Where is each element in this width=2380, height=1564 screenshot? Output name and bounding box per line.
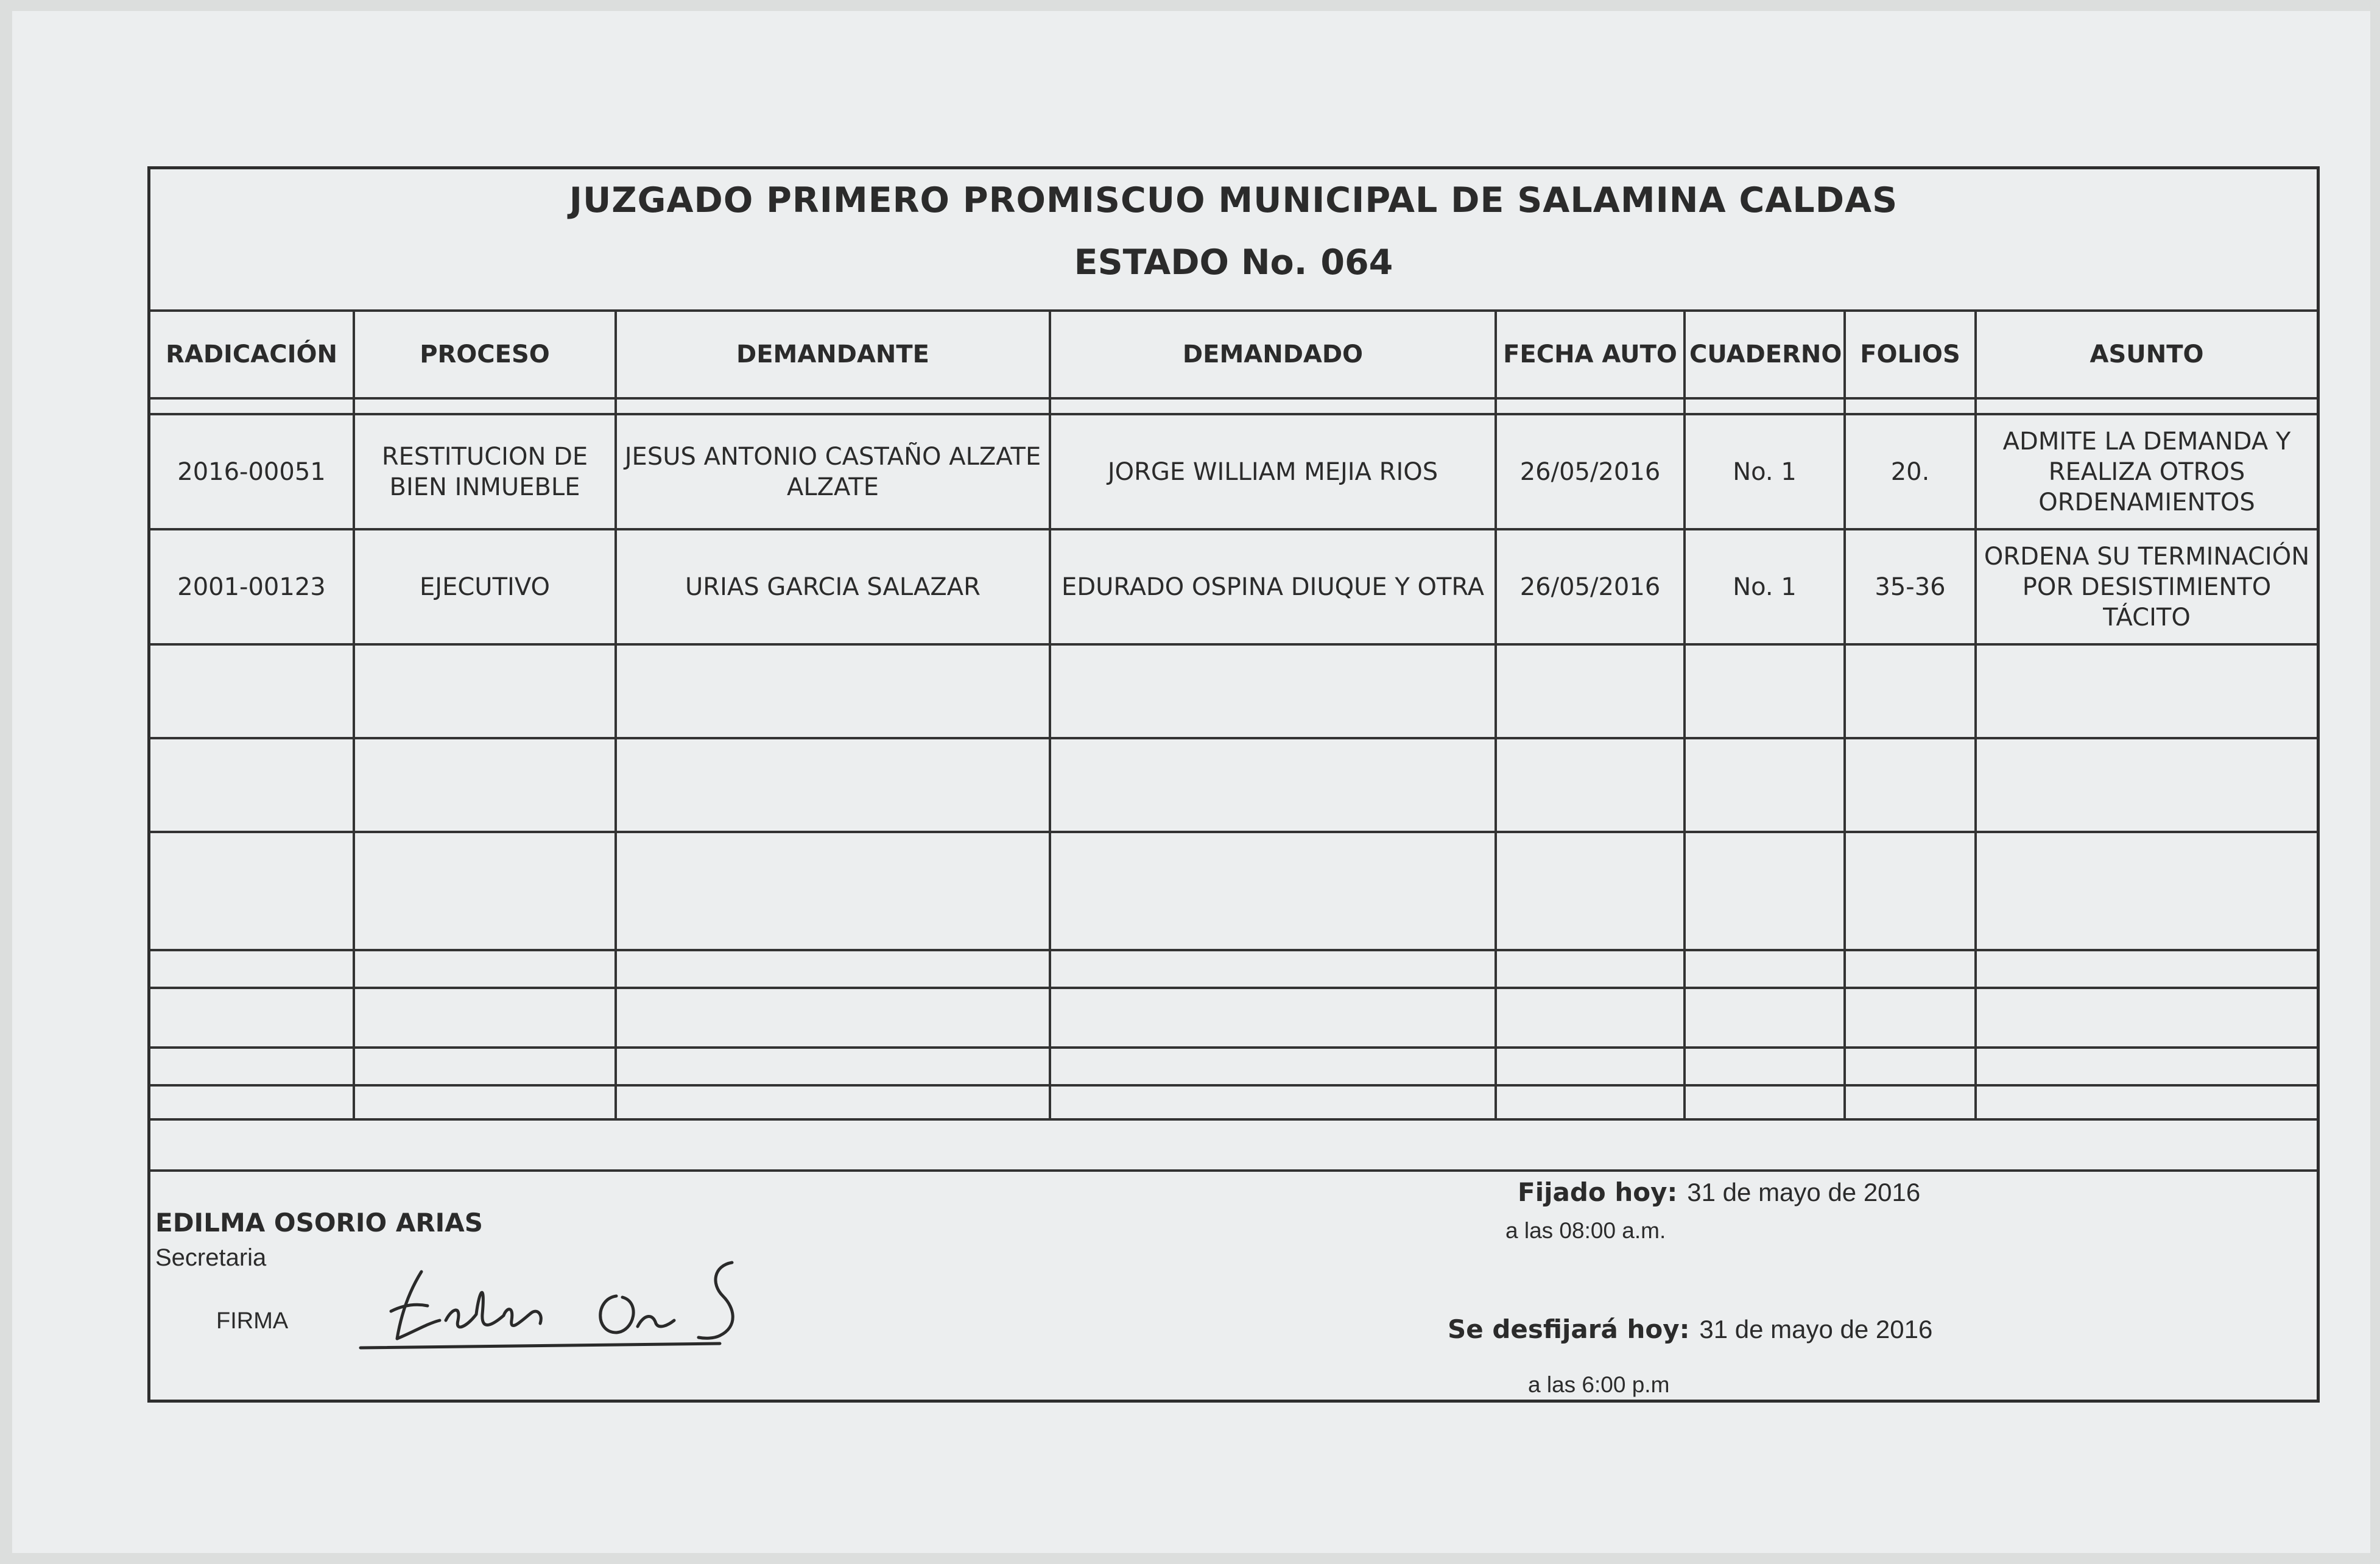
empty-cell — [1685, 1085, 1845, 1119]
separator-cell — [1845, 398, 1976, 414]
fecha-auto-cell: 26/05/2016 — [1496, 414, 1685, 529]
secretary-role: Secretaria — [155, 1244, 267, 1271]
radicacion-cell: 2016-00051 — [150, 414, 354, 529]
empty-cell — [150, 738, 354, 832]
empty-cell — [1685, 1048, 1845, 1085]
empty-cell — [1050, 832, 1496, 950]
empty-cell — [616, 832, 1050, 950]
cuaderno-cell: No. 1 — [1685, 414, 1845, 529]
firma-label: FIRMA — [216, 1308, 289, 1334]
column-header-demandante: DEMANDANTE — [616, 311, 1050, 398]
empty-cell — [1976, 1048, 2317, 1085]
radicacion-cell: 2001-00123 — [150, 529, 354, 644]
empty-cell — [1685, 644, 1845, 738]
folios-cell: 35-36 — [1845, 529, 1976, 644]
demandante-cell: URIAS GARCIA SALAZAR — [616, 529, 1050, 644]
empty-cell — [354, 1048, 616, 1085]
column-header-proceso: PROCESO — [354, 311, 616, 398]
estado-heading — [150, 242, 2317, 283]
separator-cell — [1050, 398, 1496, 414]
empty-cell — [1496, 644, 1685, 738]
court-title: JUZGADO PRIMERO PROMISCUO MUNICIPAL DE SALAMINA CALDAS — [569, 180, 1898, 220]
column-header-fecha-auto: FECHA AUTO — [1496, 311, 1685, 398]
empty-cell — [1050, 950, 1496, 988]
empty-cell — [1845, 950, 1976, 988]
separator-cell — [1685, 398, 1845, 414]
empty-cell — [1976, 832, 2317, 950]
cuaderno-cell: No. 1 — [1685, 529, 1845, 644]
empty-cell — [150, 1085, 354, 1119]
fijado-time: a las 08:00 a.m. — [1505, 1218, 1666, 1243]
empty-cell — [1496, 738, 1685, 832]
empty-cell — [1685, 832, 1845, 950]
paper-sheet — [12, 11, 2370, 1553]
desfijara-time: a las 6:00 p.m — [1528, 1372, 1670, 1397]
empty-cell — [150, 988, 354, 1048]
fecha-auto-cell: 26/05/2016 — [1496, 529, 1685, 644]
empty-row — [150, 738, 2317, 832]
asunto-cell: ORDENA SU TERMINACIÓN POR DESISTIMIENTO TÁCITO — [1976, 529, 2317, 644]
empty-cell — [354, 738, 616, 832]
empty-cell — [150, 950, 354, 988]
fijado-line — [1518, 1177, 1920, 1207]
empty-cell — [1976, 1085, 2317, 1119]
empty-row — [150, 1048, 2317, 1085]
empty-cell — [616, 644, 1050, 738]
empty-cell — [1050, 1048, 1496, 1085]
empty-cell — [1845, 1048, 1976, 1085]
demandante-cell: JESUS ANTONIO CASTAÑO ALZATE ALZATE — [616, 414, 1050, 529]
column-header-cuaderno: CUADERNO — [1685, 311, 1845, 398]
empty-cell — [354, 832, 616, 950]
estado-label: ESTADO No. — [1074, 242, 1308, 283]
separator-cell — [616, 398, 1050, 414]
empty-cell — [1685, 988, 1845, 1048]
table-row — [150, 414, 2317, 529]
empty-cell — [1496, 832, 1685, 950]
handwritten-signature — [354, 1247, 756, 1357]
fijado-label: Fijado hoy: — [1518, 1177, 1678, 1207]
folios-cell: 20. — [1845, 414, 1976, 529]
empty-cell — [1050, 988, 1496, 1048]
table-row — [150, 529, 2317, 644]
desfijara-label: Se desfijará hoy: — [1448, 1314, 1690, 1344]
empty-cell — [354, 1085, 616, 1119]
asunto-cell: ADMITE LA DEMANDA Y REALIZA OTROS ORDENAMIENTOS — [1976, 414, 2317, 529]
empty-cell — [1496, 988, 1685, 1048]
empty-cell — [616, 1048, 1050, 1085]
desfijara-line — [1448, 1314, 1932, 1344]
empty-cell — [616, 738, 1050, 832]
empty-row — [150, 832, 2317, 950]
separator-cell — [1496, 398, 1685, 414]
empty-row — [150, 950, 2317, 988]
empty-row — [150, 988, 2317, 1048]
column-header-radicacion: RADICACIÓN — [150, 311, 354, 398]
estado-number: 064 — [1320, 242, 1393, 283]
empty-cell — [1050, 738, 1496, 832]
empty-cell — [1845, 988, 1976, 1048]
empty-cell — [1050, 1085, 1496, 1119]
empty-cell — [1976, 738, 2317, 832]
fijado-date: 31 de mayo de 2016 — [1687, 1178, 1921, 1206]
proceso-cell: EJECUTIVO — [354, 529, 616, 644]
estado-form — [147, 166, 2320, 1403]
empty-cell — [354, 950, 616, 988]
empty-cell — [616, 950, 1050, 988]
table-header-row — [150, 311, 2317, 398]
empty-cell — [1050, 644, 1496, 738]
empty-cell — [1496, 950, 1685, 988]
empty-cell — [1976, 644, 2317, 738]
empty-cell — [150, 644, 354, 738]
empty-cell — [616, 988, 1050, 1048]
footer-divider — [150, 1169, 2317, 1172]
separator-row — [150, 398, 2317, 414]
empty-cell — [150, 832, 354, 950]
empty-cell — [1496, 1085, 1685, 1119]
empty-cell — [354, 988, 616, 1048]
column-header-demandado: DEMANDADO — [1050, 311, 1496, 398]
empty-cell — [354, 644, 616, 738]
empty-cell — [1845, 738, 1976, 832]
empty-cell — [1685, 950, 1845, 988]
empty-cell — [150, 1048, 354, 1085]
estado-table — [150, 309, 2317, 1121]
empty-row — [150, 1085, 2317, 1119]
column-header-folios: FOLIOS — [1845, 311, 1976, 398]
empty-cell — [1976, 950, 2317, 988]
empty-cell — [1845, 832, 1976, 950]
empty-row — [150, 644, 2317, 738]
empty-cell — [1845, 1085, 1976, 1119]
separator-cell — [354, 398, 616, 414]
empty-cell — [616, 1085, 1050, 1119]
separator-cell — [1976, 398, 2317, 414]
secretary-name: EDILMA OSORIO ARIAS — [155, 1208, 484, 1238]
column-header-asunto: ASUNTO — [1976, 311, 2317, 398]
demandado-cell: EDURADO OSPINA DIUQUE Y OTRA — [1050, 529, 1496, 644]
empty-cell — [1496, 1048, 1685, 1085]
empty-cell — [1685, 738, 1845, 832]
desfijara-date: 31 de mayo de 2016 — [1699, 1315, 1933, 1344]
demandado-cell: JORGE WILLIAM MEJIA RIOS — [1050, 414, 1496, 529]
proceso-cell: RESTITUCION DE BIEN INMUEBLE — [354, 414, 616, 529]
empty-cell — [1845, 644, 1976, 738]
separator-cell — [150, 398, 354, 414]
empty-cell — [1976, 988, 2317, 1048]
